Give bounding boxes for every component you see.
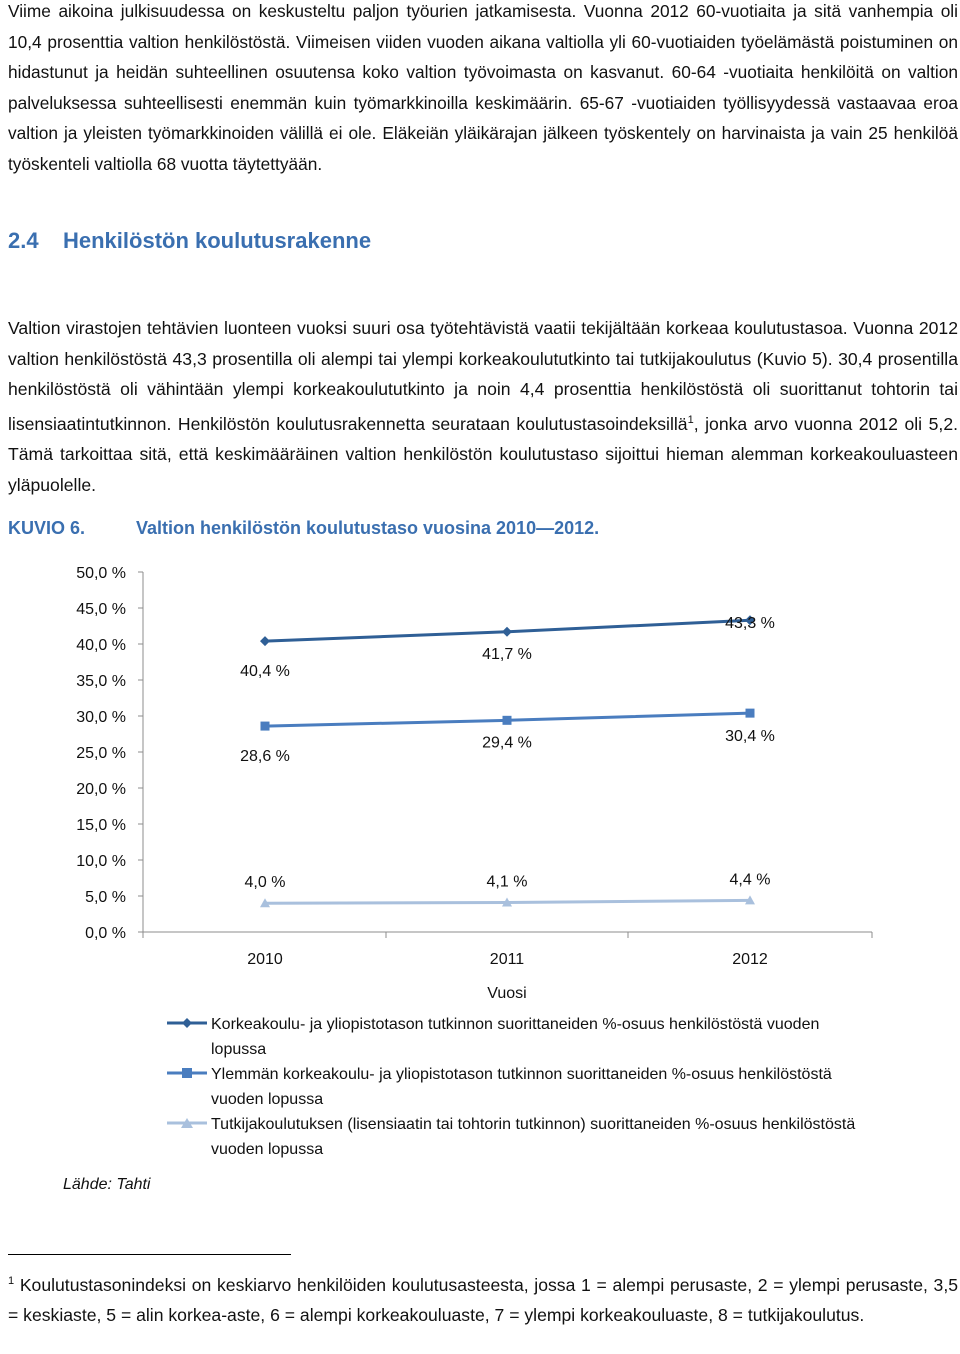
y-axis xyxy=(76,565,143,942)
data-label: 43,3 % xyxy=(725,615,775,633)
figure-source: Lähde: Tahti xyxy=(63,1176,151,1193)
x-tick-label: 2010 xyxy=(247,951,283,968)
x-axis-title: Vuosi xyxy=(487,985,527,1002)
x-tick-label: 2012 xyxy=(732,951,768,968)
y-tick-label: 0,0 % xyxy=(85,925,126,942)
footnote-text: Koulutustasonindeksi on keskiarvo henkilöiden koulutusasteesta, jossa 1 = alempi perusaste, 2 = ylempi perusaste, 3,5 = keskiaste, 5 = alin korkea-aste, 6 = alempi korkeakouluaste, 7 = ylempi korkeakouluaste, 8 = tutkijakoulutus. xyxy=(8,1274,959,1326)
footnote-divider xyxy=(8,1254,291,1255)
body-text-part-1: Valtion virastojen tehtävien luonteen vuoksi suuri osa työtehtävistä vaatii tekijältään korkeaa koulutustasoa. Vuonna 2012 valtion henkilöstöstä 43,3 prosentilla oli alempi tai ylempi korkeakoulututkinto tai tutkijakoulutus (Kuvio 5). 30,4 prosentilla henkilöstöstä oli vähintään ylempi korkeakoulututkinto ja noin 4,4 prosenttia henkilöstöstä oli suorittanut tohtorin tai lisensiaatintutkinnon. Henkilöstön koulutusrakennetta seurataan koulutustasoindeksillä xyxy=(8,318,958,434)
chart-legend xyxy=(165,1012,865,1162)
legend-swatch-triangle xyxy=(165,1116,209,1130)
series-1 xyxy=(260,615,755,646)
legend-swatch-square xyxy=(165,1066,209,1080)
figure-caption xyxy=(8,518,599,539)
data-point-square xyxy=(746,709,755,718)
y-tick-label: 5,0 % xyxy=(85,889,126,906)
data-point-square xyxy=(261,722,270,731)
x-axis xyxy=(143,932,872,1002)
data-label: 29,4 % xyxy=(482,734,532,752)
legend-item-series-1 xyxy=(165,1012,865,1062)
data-label: 40,4 % xyxy=(240,663,290,681)
data-label: 30,4 % xyxy=(725,728,775,746)
y-tick-label: 40,0 % xyxy=(76,637,126,654)
body-paragraph xyxy=(8,313,958,500)
y-tick-label: 50,0 % xyxy=(76,565,126,582)
legend-label-series-2: Ylemmän korkeakoulu- ja yliopistotason tutkinnon suorittaneiden %-osuus henkilöstöstä vuoden lopussa xyxy=(211,1066,832,1108)
legend-item-series-3 xyxy=(165,1112,865,1162)
legend-swatch-diamond xyxy=(165,1016,209,1030)
data-point-diamond xyxy=(502,627,512,637)
y-tick-label: 20,0 % xyxy=(76,781,126,798)
figure-label: KUVIO 6. xyxy=(8,518,86,538)
footnote-mark: 1 xyxy=(8,1275,15,1287)
y-tick-label: 45,0 % xyxy=(76,601,126,618)
y-tick-label: 15,0 % xyxy=(76,817,126,834)
legend-label-series-1: Korkeakoulu- ja yliopistotason tutkinnon suorittaneiden %-osuus henkilöstöstä vuoden lopussa xyxy=(211,1016,820,1058)
footnote xyxy=(8,1266,958,1331)
body-text-part-2: , jonka arvo vuonna 2012 oli 5,2. Tämä tarkoittaa sitä, että keskimääräinen valtion henkilöstön koulutustaso sijoittui hieman alemman korkeakouluasteen yläpuolelle. xyxy=(8,413,958,495)
data-label: 4,4 % xyxy=(729,871,771,889)
data-label: 41,7 % xyxy=(482,645,532,663)
line-chart xyxy=(0,550,960,1010)
data-label: 28,6 % xyxy=(240,748,290,766)
y-tick-label: 25,0 % xyxy=(76,745,126,762)
footnote-reference[interactable]: 1 xyxy=(687,413,694,426)
data-point-square xyxy=(503,716,512,725)
figure-title: Valtion henkilöstön koulutustaso vuosina 2010—2012. xyxy=(136,518,600,538)
y-tick-label: 30,0 % xyxy=(76,709,126,726)
data-label: 4,1 % xyxy=(486,873,528,891)
y-tick-label: 10,0 % xyxy=(76,853,126,870)
y-tick-label: 35,0 % xyxy=(76,673,126,690)
data-label: 4,0 % xyxy=(244,874,286,892)
section-title: Henkilöstön koulutusrakenne xyxy=(63,228,372,253)
section-number: 2.4 xyxy=(8,228,39,253)
x-tick-label: 2011 xyxy=(489,951,525,968)
legend-label-series-3: Tutkijakoulutuksen (lisensiaatin tai tohtorin tutkinnon) suorittaneiden %-osuus henkilöstöstä vuoden lopussa xyxy=(211,1116,856,1158)
data-label-layer xyxy=(240,615,775,891)
data-point-diamond xyxy=(260,636,270,646)
legend-item-series-2 xyxy=(165,1062,865,1112)
intro-paragraph: Viime aikoina julkisuudessa on keskusteltu paljon työurien jatkamisesta. Vuonna 2012 60-vuotiaita ja sitä vanhempia oli 10,4 prosenttia valtion henkilöstöstä. Viimeisen viiden vuoden aikana valtiolla yli 60-vuotiaiden työelämästä poistuminen on hidastunut ja heidän suhteellinen osuutensa koko valtion työvoimasta on kasvanut. 60-64 -vuotiaita henkilöitä on valtion palveluksessa suhteellisesti enemmän kuin työmarkkinoilla keskimäärin. 65-67 -vuotiaiden työllisyydessä vastaavaa eroa valtion ja yleisten työmarkkinoiden välillä ei ole. Eläkeiän yläikärajan jälkeen työskentely on harvinaista ja vain 25 henkilöä työskenteli valtiolla 68 vuotta täytettyään. xyxy=(8,1,958,174)
series-3 xyxy=(260,895,755,907)
series-2 xyxy=(261,709,755,731)
section-heading xyxy=(8,228,371,254)
